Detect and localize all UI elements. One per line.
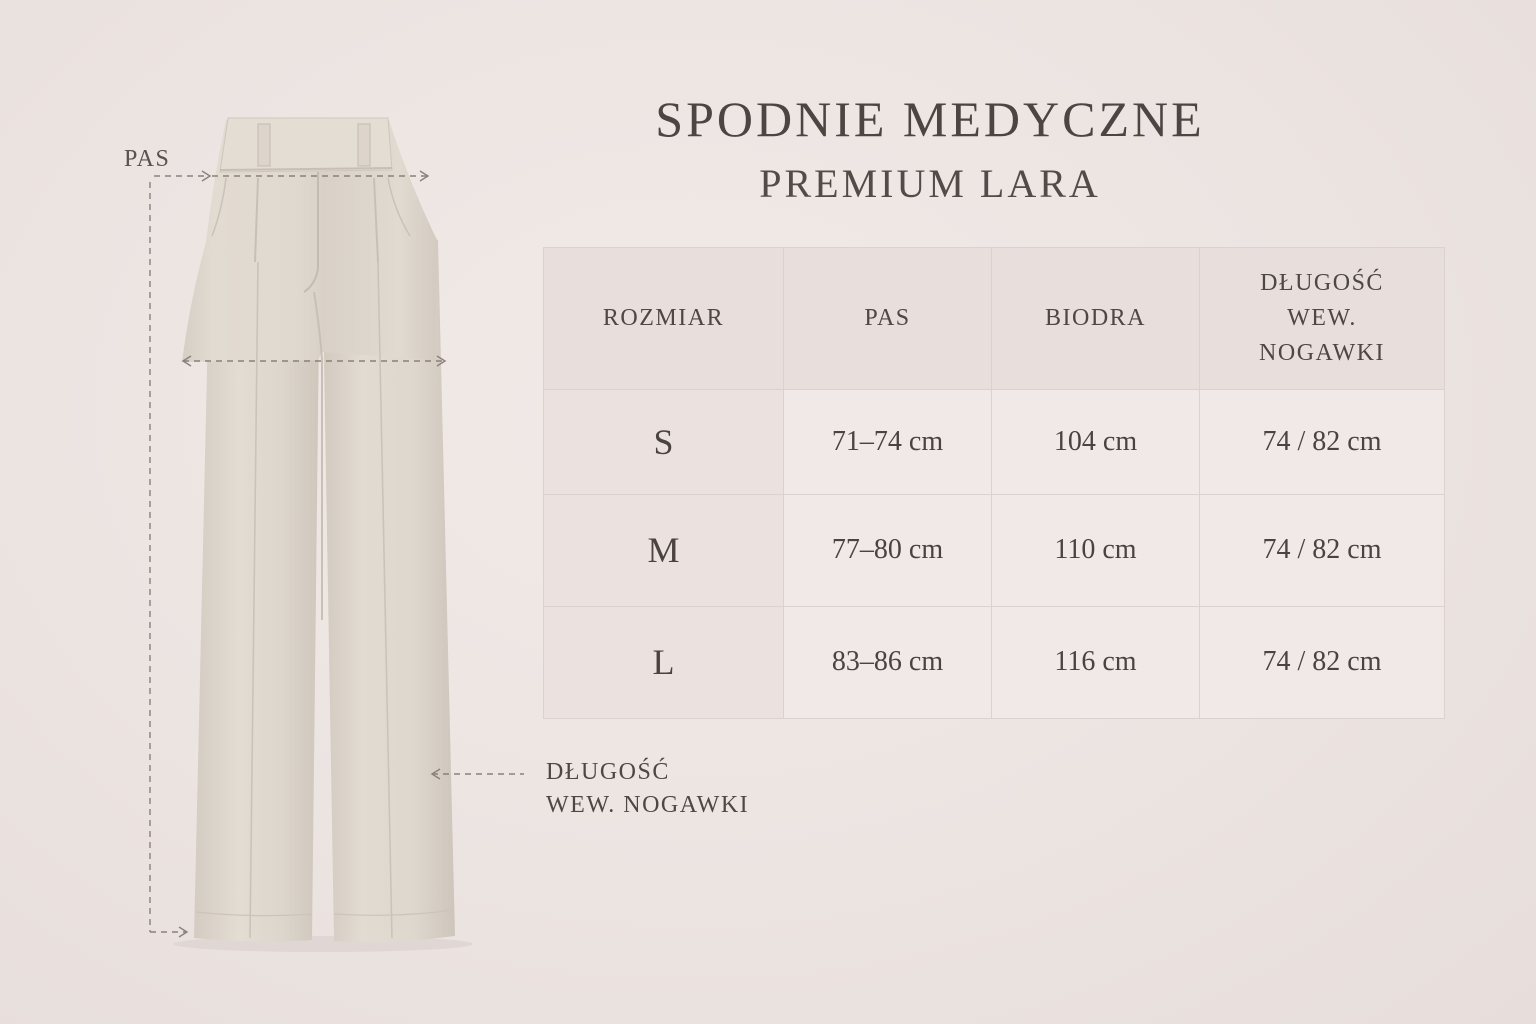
waist-cell: 83–86 cm	[784, 606, 992, 718]
page-subtitle: PREMIUM LARA	[759, 161, 1101, 206]
waist-cell: 71–74 cm	[784, 390, 992, 494]
header-size: ROZMIAR	[544, 248, 784, 390]
header-inseam-line1: DŁUGOŚĆ	[1260, 270, 1384, 297]
size-cell: L	[544, 606, 784, 718]
inseam-label-line1: DŁUGOŚĆ	[546, 759, 670, 785]
belt-loop-left	[258, 124, 270, 166]
header-inseam-line2: WEW.	[1287, 305, 1357, 332]
hips-cell: 104 cm	[992, 390, 1200, 494]
inseam-cell: 74 / 82 cm	[1200, 390, 1445, 494]
inseam-label	[546, 756, 749, 822]
table-row	[544, 494, 1445, 606]
inseam-label-line2: WEW. NOGAWKI	[546, 792, 750, 818]
header-inseam-line3: NOGAWKI	[1259, 340, 1385, 367]
header-inseam	[1200, 248, 1445, 390]
hips-cell: 110 cm	[992, 494, 1200, 606]
hips-cell: 116 cm	[992, 606, 1200, 718]
inseam-cell: 74 / 82 cm	[1200, 606, 1445, 718]
inseam-cell: 74 / 82 cm	[1200, 494, 1445, 606]
table-row	[544, 390, 1445, 494]
header-hips: BIODRA	[992, 248, 1200, 390]
size-cell: S	[544, 390, 784, 494]
size-table	[543, 247, 1445, 719]
table-header-row	[544, 248, 1445, 390]
waist-label: PAS	[124, 146, 171, 172]
belt-loop-right	[358, 124, 370, 166]
header-waist: PAS	[784, 248, 992, 390]
waist-cell: 77–80 cm	[784, 494, 992, 606]
size-cell: M	[544, 494, 784, 606]
table-row	[544, 606, 1445, 718]
page-title: SPODNIE MEDYCZNE	[655, 91, 1205, 147]
